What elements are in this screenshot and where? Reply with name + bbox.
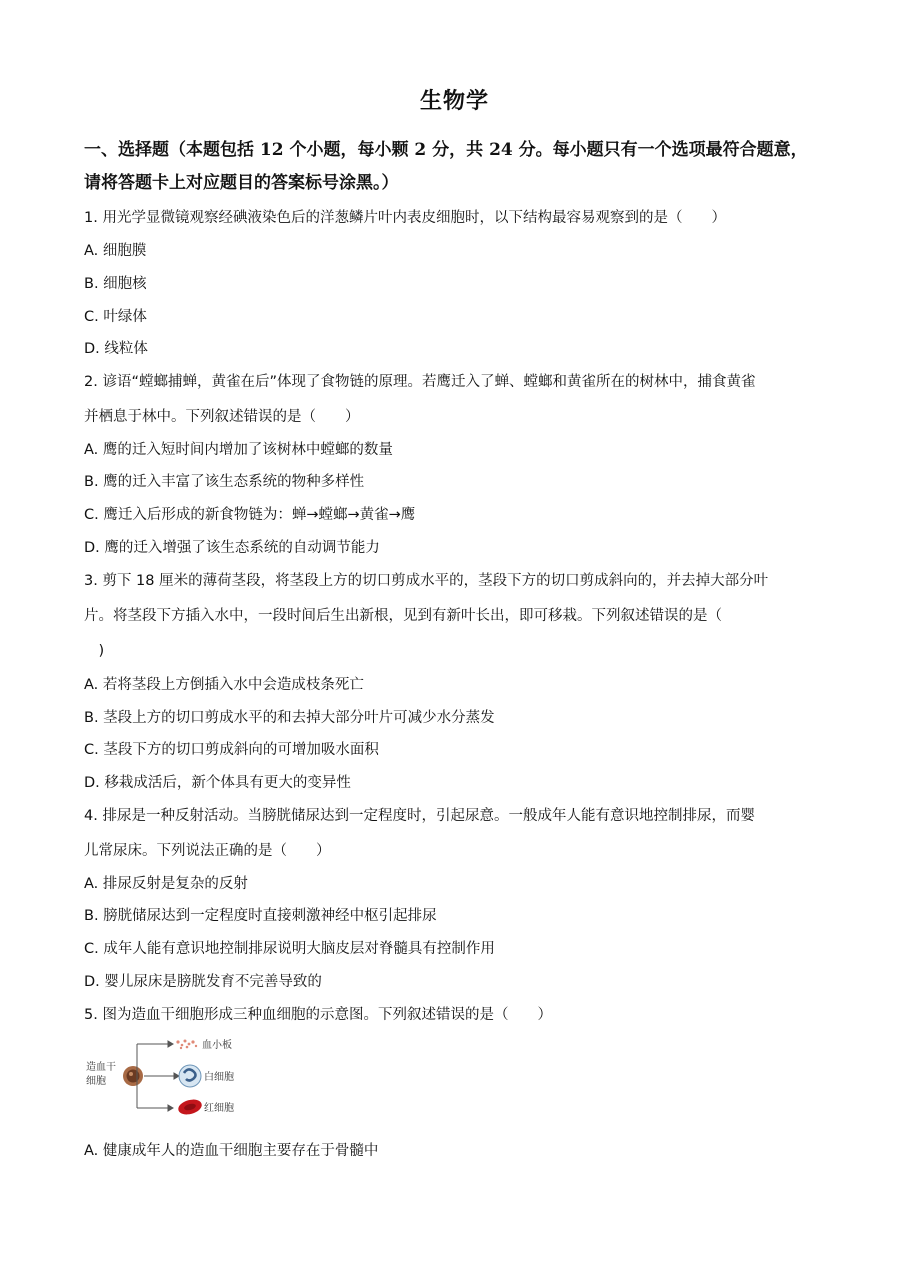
diagram-label-white-cell: 白细胞 [204,1072,234,1083]
q3-option-d: D. 移栽成活后，新个体具有更大的变异性 [84,775,351,791]
q3-stem-line-3: ) [84,643,105,659]
diagram-source-label-1: 造血干 [86,1062,116,1073]
white-blood-cell-icon [179,1065,201,1087]
q2-option-a: A. 鹰的迁入短时间内增加了该树林中螳螂的数量 [84,442,393,458]
q2-stem-line-1: 2. 谚语“螳螂捕蝉，黄雀在后”体现了食物链的原理。若鹰迁入了蝉、螳螂和黄雀所在的树林中，捕食黄雀 [84,374,756,390]
q4-stem-line-2: 儿常尿床。下列说法正确的是（ ） [84,843,331,859]
q2-option-b: B. 鹰的迁入丰富了该生态系统的物种多样性 [84,474,365,490]
diagram-label-platelet: 血小板 [202,1040,232,1051]
q2-option-d: D. 鹰的迁入增强了该生态系统的自动调节能力 [84,540,380,556]
q3-option-b: B. 茎段上方的切口剪成水平的和去掉大部分叶片可减少水分蒸发 [84,710,495,726]
q1-stem-line-1: 1. 用光学显微镜观察经碘液染色后的洋葱鳞片叶内表皮细胞时，以下结构最容易观察到的是（ ） [84,210,726,226]
page-title: 生物学 [419,89,489,114]
q3-stem-line-2: 片。将茎段下方插入水中，一段时间后生出新根，见到有新叶长出，即可移栽。下列叙述错误的是（ [84,608,722,624]
diagram-label-red-cell: 红细胞 [204,1103,234,1114]
q4-option-d: D. 婴儿尿床是膀胱发育不完善导致的 [84,974,322,990]
q4-option-c: C. 成年人能有意识地控制排尿说明大脑皮层对脊髓具有控制作用 [84,941,495,957]
section-heading-line-2: 请将答题卡上对应题目的答案标号涂黑。） [84,173,399,193]
q3-stem-line-1: 3. 剪下 18 厘米的薄荷茎段，将茎段上方的切口剪成水平的，茎段下方的切口剪成斜向的，并去掉大部分叶 [84,573,769,589]
q5-stem-line-1: 5. 图为造血干细胞形成三种血细胞的示意图。下列叙述错误的是（ ） [84,1007,552,1023]
q4-option-b: B. 膀胱储尿达到一定程度时直接刺激神经中枢引起排尿 [84,908,437,924]
section-heading [84,134,844,200]
q3-option-c: C. 茎段下方的切口剪成斜向的可增加吸水面积 [84,742,379,758]
blood-cell-diagram [84,1032,264,1117]
q4-option-a: A. 排尿反射是复杂的反射 [84,876,248,892]
q1-option-d: D. 线粒体 [84,341,148,357]
diagram-arrows [137,1041,179,1111]
red-blood-cell-icon [177,1097,204,1117]
q4-stem-line-1: 4. 排尿是一种反射活动。当膀胱储尿达到一定程度时，引起尿意。一般成年人能有意识地控制排尿，而婴 [84,808,755,824]
section-heading-line-1: 一、选择题（本题包括 12 个小题，每小颗 2 分，共 24 分。每小题只有一个选项最符合题意， [84,140,808,160]
q1-option-c: C. 叶绿体 [84,309,147,325]
q3-option-a: A. 若将茎段上方倒插入水中会造成枝条死亡 [84,677,364,693]
q2-stem-line-2: 并栖息于林中。下列叙述错误的是（ ） [84,409,360,425]
diagram-source-label-2: 细胞 [86,1076,106,1087]
q2-option-c: C. 鹰迁入后形成的新食物链为：蝉→螳螂→黄雀→鹰 [84,507,416,523]
platelet-icon [176,1040,197,1050]
q1-option-a: A. 细胞膜 [84,243,147,259]
q5-option-a: A. 健康成年人的造血干细胞主要存在于骨髓中 [84,1143,379,1159]
q1-option-b: B. 细胞核 [84,276,147,292]
stem-cell-icon [123,1066,143,1086]
